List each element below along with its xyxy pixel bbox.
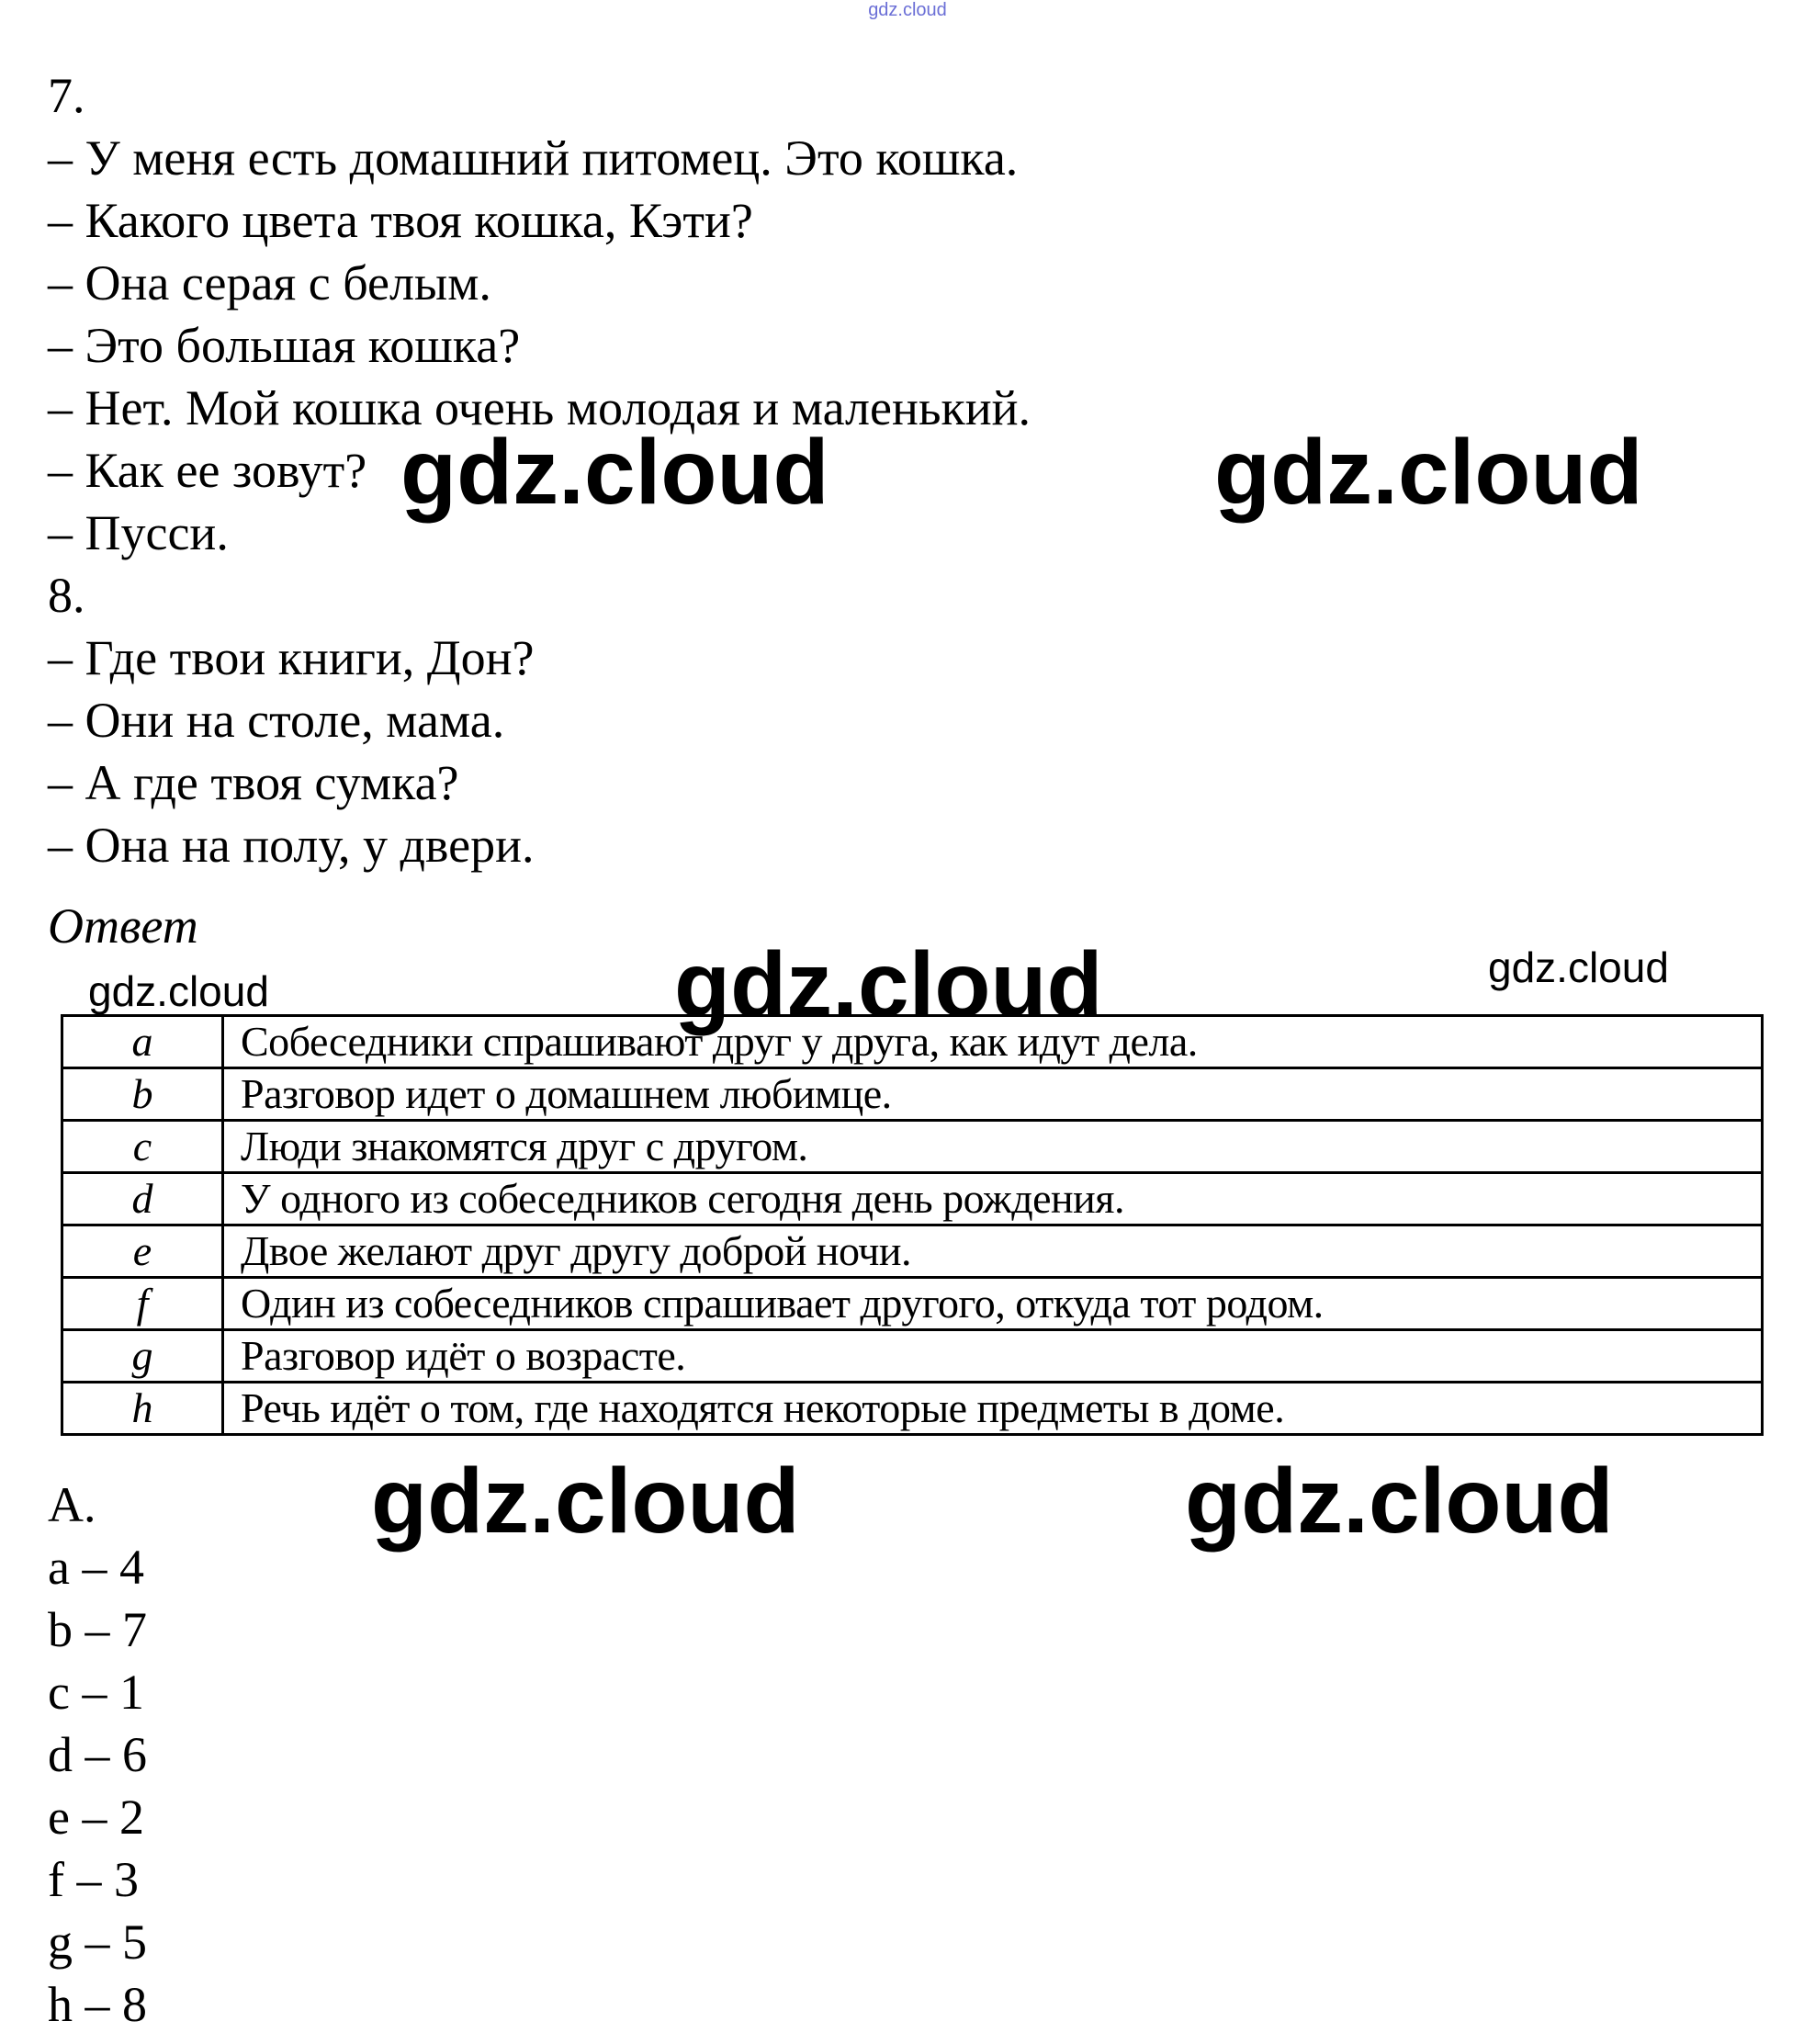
table-letter: h [62, 1383, 223, 1435]
table-description: Речь идёт о том, где находятся некоторые предметы в доме. [223, 1383, 1763, 1435]
table-row [62, 1225, 1763, 1278]
section-7-number: 7. [48, 68, 85, 123]
dialogue-line: – Она серая с белым. [48, 255, 491, 311]
answer-table [61, 1014, 1764, 1436]
watermark: gdz.cloud [1488, 943, 1669, 991]
table-description: У одного из собеседников сегодня день рождения. [223, 1173, 1763, 1225]
section-8-number: 8. [48, 568, 85, 623]
answer-matches [48, 1474, 147, 2036]
table-description: Разговор идёт о возрасте. [223, 1330, 1763, 1383]
table-letter: b [62, 1068, 223, 1121]
watermark: gdz.cloud [674, 933, 1103, 1036]
table-row [62, 1278, 1763, 1330]
table-letter: d [62, 1173, 223, 1225]
dialogue-line: – Нет. Мой кошка очень молодая и маленький. [48, 380, 1032, 435]
watermark: gdz.cloud [400, 421, 829, 524]
dialogue-line: – У меня есть домашний питомец. Это кошка. [48, 130, 1019, 186]
table-letter: c [62, 1121, 223, 1173]
table-row [62, 1068, 1763, 1121]
dialogue-line: – Они на столе, мама. [48, 693, 505, 748]
answer-match: g – 5 [48, 1914, 147, 1970]
watermark: gdz.cloud [88, 967, 269, 1015]
table-letter: a [62, 1016, 223, 1068]
answer-match: a – 4 [48, 1540, 144, 1595]
table-letter: f [62, 1278, 223, 1330]
answer-match: b – 7 [48, 1602, 147, 1657]
answer-match: d – 6 [48, 1727, 147, 1782]
table-description: Разговор идет о домашнем любимце. [223, 1068, 1763, 1121]
table-description: Один из собеседников спрашивает другого, откуда тот родом. [223, 1278, 1763, 1330]
table-row [62, 1330, 1763, 1383]
answer-match: h – 8 [48, 1977, 147, 2032]
answer-title: Ответ [48, 898, 198, 954]
dialogue-line: – А где твоя сумка? [48, 755, 459, 810]
table-letter: e [62, 1225, 223, 1278]
table-description: Люди знакомятся друг с другом. [223, 1121, 1763, 1173]
dialogue-line: – Какого цвета твоя кошка, Кэти? [48, 193, 753, 248]
watermark: gdz.cloud [1214, 421, 1643, 524]
dialogue-line: – Она на полу, у двери. [48, 818, 535, 873]
answer-match: f – 3 [48, 1852, 139, 1907]
table-letter: g [62, 1330, 223, 1383]
dialogue-line: – Где твои книги, Дон? [48, 630, 535, 685]
dialogue-line: – Это большая кошка? [48, 318, 521, 373]
watermark: gdz.cloud [1185, 1450, 1614, 1553]
table-row [62, 1121, 1763, 1173]
table-row [62, 1173, 1763, 1225]
table-description: Собеседники спрашивают друг у друга, как идут дела. [223, 1016, 1763, 1068]
table-description: Двое желают друг другу доброй ночи. [223, 1225, 1763, 1278]
site-mark: gdz.cloud [868, 0, 947, 20]
dialogue-line: – Пусси. [48, 505, 229, 560]
answer-section-label: A. [48, 1477, 96, 1532]
dialogue-line: – Как ее зовут? [48, 443, 367, 498]
answer-match: e – 2 [48, 1790, 144, 1845]
table-row [62, 1383, 1763, 1435]
answer-table-container [61, 1014, 1764, 1436]
watermark: gdz.cloud [371, 1450, 800, 1553]
answer-match: c – 1 [48, 1665, 144, 1720]
